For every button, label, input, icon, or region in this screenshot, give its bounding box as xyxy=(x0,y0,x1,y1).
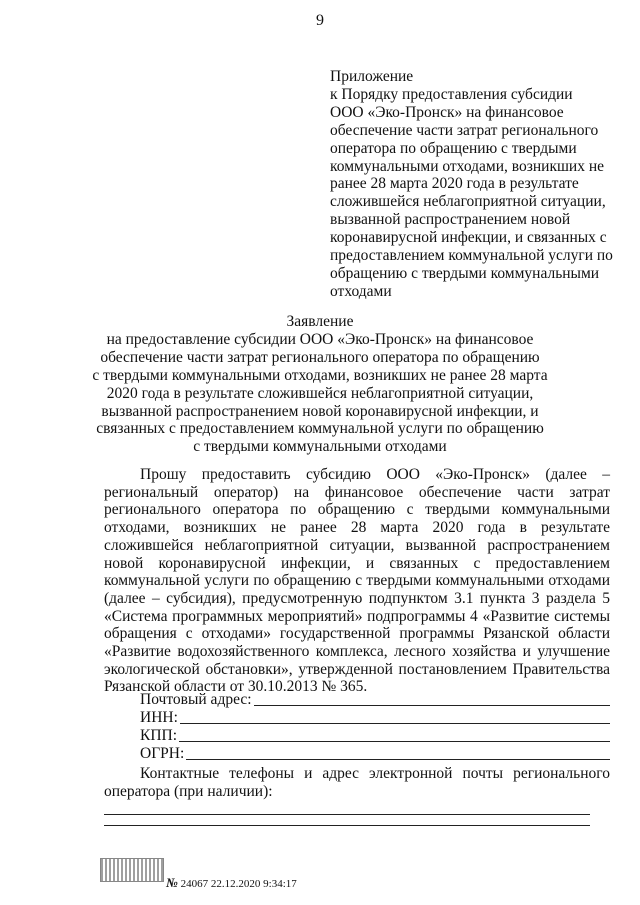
appendix-line: отходами xyxy=(330,282,392,300)
statement-title xyxy=(0,313,640,456)
appendix-title: Приложение xyxy=(330,68,414,85)
inn-label: ИНН: xyxy=(140,709,178,726)
appendix-line: обеспечение части затрат регионального xyxy=(330,121,599,139)
kpp-field[interactable] xyxy=(104,727,610,745)
postal-address-line[interactable] xyxy=(254,705,610,706)
postal-address-label: Почтовый адрес: xyxy=(140,691,252,708)
appendix-line: ранее 28 марта 2020 года в результате xyxy=(330,175,579,193)
postal-address-field[interactable] xyxy=(104,691,610,709)
barcode-stamp xyxy=(100,858,164,882)
appendix-line: обращению с твердыми коммунальными xyxy=(330,264,600,282)
statement-line: с твердыми коммунальными отходами xyxy=(193,438,447,456)
document-footer xyxy=(166,875,297,891)
appendix-line: вызванной распространением новой xyxy=(330,211,571,229)
document-registration-info: 24067 22.12.2020 9:34:17 xyxy=(180,878,297,890)
statement-heading: Заявление xyxy=(286,313,354,330)
statement-line: с твердыми коммунальными отходами, возникших не ранее 28 марта xyxy=(92,366,548,384)
applicant-fields xyxy=(104,691,610,826)
statement-line: на предоставление субсидии ООО «Эко-Пронск» на финансовое xyxy=(106,330,534,348)
appendix-line: оператора по обращению с твердыми xyxy=(330,139,577,157)
appendix-line: к Порядку предоставления субсидии xyxy=(330,85,573,103)
contacts-line[interactable] xyxy=(104,800,590,815)
appendix-line: сложившейся неблагоприятной ситуации, xyxy=(330,193,606,211)
statement-line: 2020 года в результате сложившейся неблагоприятной ситуации, xyxy=(106,384,534,402)
ogrn-field[interactable] xyxy=(104,745,610,763)
appendix-block xyxy=(330,68,613,301)
statement-line: вызванной распространением новой коронавирусной инфекции, и xyxy=(101,402,539,420)
inn-line[interactable] xyxy=(180,723,610,724)
inn-field[interactable] xyxy=(104,709,610,727)
statement-line: обеспечение части затрат регионального оператора по обращению xyxy=(100,348,540,366)
ogrn-line[interactable] xyxy=(186,759,610,760)
ogrn-label: ОГРН: xyxy=(140,745,185,762)
request-body xyxy=(104,466,610,696)
number-sign: № xyxy=(166,875,178,890)
request-paragraph: Прошу предоставить субсидию ООО «Эко-Пронск» (далее – региональный оператор) на финансовое обеспечение части затрат регионального оператора по обращению с твердыми коммунальными отходами, возникших не ранее 28 марта 2020 года в результате сложившейся неблагоприятной ситуации, вызванной распространением новой коронавирусной инфекции, и связанных с предоставлением коммунальной услуги по обращению с твердыми коммунальными отходами (далее – субсидия), предусмотренную подпунктом 3.1 пункта 3 раздела 5 «Система программных мероприятий» подпрограммы 4 «Развитие системы обращения с отходами» государственной программы Рязанской области «Развитие водохозяйственного комплекса, лесного хозяйства и улучшение экологической обстановки», утвержденной постановлением Правительства Рязанской области от 30.10.2013 № 365. xyxy=(104,466,610,696)
contacts-field xyxy=(104,765,610,826)
statement-line: связанных с предоставлением коммунальной услуги по обращению xyxy=(96,420,544,438)
contacts-label: Контактные телефоны и адрес электронной почты регионального оператора (при наличии): xyxy=(104,765,610,800)
contacts-line-2[interactable] xyxy=(104,815,590,826)
page-number: 9 xyxy=(316,12,324,29)
appendix-line: коронавирусной инфекции, и связанных с xyxy=(330,229,607,247)
kpp-label: КПП: xyxy=(140,727,178,744)
appendix-line: коммунальными отходами, возникших не xyxy=(330,157,605,175)
kpp-line[interactable] xyxy=(179,741,610,742)
appendix-line: предоставлением коммунальной услуги по xyxy=(330,247,613,265)
appendix-line: ООО «Эко-Пронск» на финансовое xyxy=(330,103,564,121)
